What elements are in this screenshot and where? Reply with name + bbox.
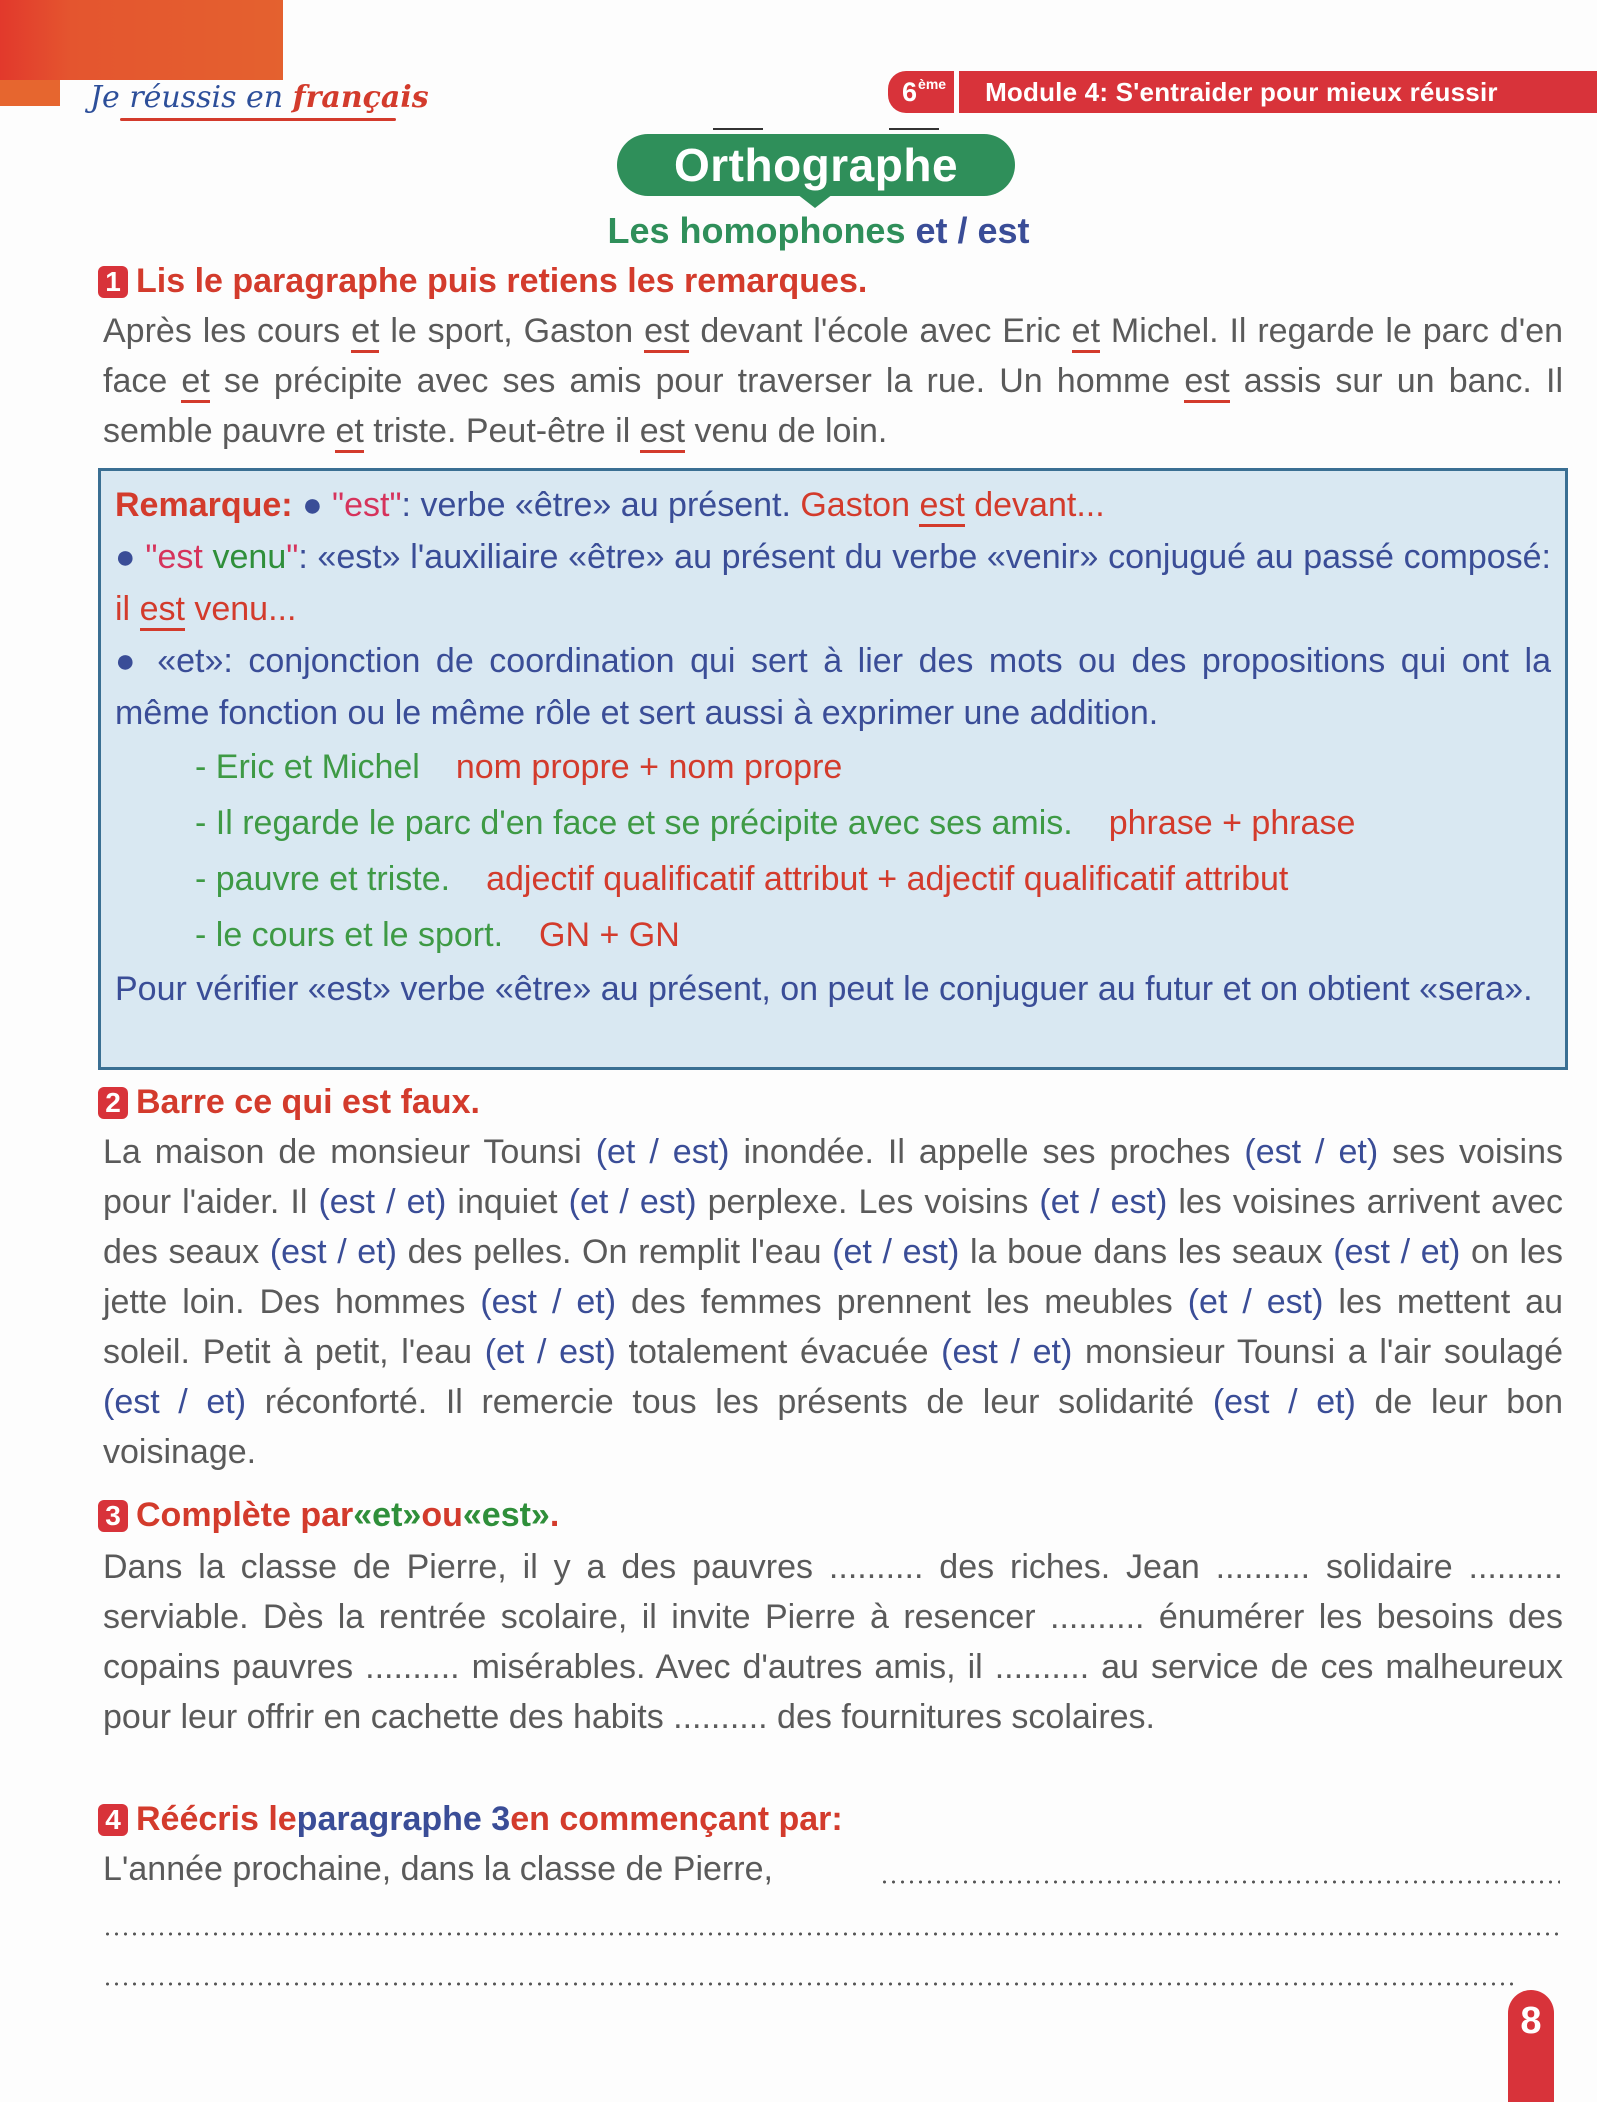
- example-text: - Eric et Michel: [195, 748, 420, 786]
- example-row: [115, 795, 1551, 851]
- book-brand: [90, 80, 429, 115]
- underlined-homophone: et: [335, 412, 363, 453]
- bullet2-quote-close: ": [286, 538, 299, 576]
- example-type: phrase + phrase: [1108, 804, 1356, 842]
- homophone-choice[interactable]: (est / et): [1212, 1383, 1356, 1421]
- bullet2-quote-open: "est: [145, 538, 213, 576]
- remark-verify-text: Pour vérifier «est» verbe «être» au présent, on peut le conjuguer au futur et on obtient «sera».: [115, 970, 1533, 1008]
- module-banner: [888, 71, 1597, 113]
- example-row: [115, 851, 1551, 907]
- section1-number-badge: 1: [98, 266, 128, 298]
- section3-heading-part1: Complète par: [136, 1496, 354, 1534]
- section4-number-badge: 4: [98, 1804, 128, 1836]
- bullet-icon: ●: [115, 538, 146, 576]
- text-run: Après les cours: [103, 312, 352, 350]
- section2-number-badge: 2: [98, 1087, 128, 1119]
- text-run: La maison de monsieur Tounsi: [103, 1133, 596, 1171]
- underlined-homophone: et: [181, 362, 209, 403]
- underlined-homophone: et: [1072, 312, 1100, 353]
- remark-bullet2: [115, 531, 1551, 635]
- bullet1-example-underlined: est: [919, 486, 964, 527]
- bullet2-text: : «est» l'auxiliaire «être» au présent du verbe «venir» conjugué au passé composé:: [298, 538, 1552, 576]
- bullet2-example-underlined: est: [140, 590, 185, 631]
- homophone-choice[interactable]: (est / et): [1333, 1233, 1461, 1271]
- section3-heading-part2: ou: [421, 1496, 463, 1534]
- homophone-choice[interactable]: (et / est): [484, 1333, 616, 1371]
- text-run: inquiet: [446, 1183, 569, 1221]
- text-run: perplexe. Les voisins: [696, 1183, 1040, 1221]
- example-type: adjectif qualificatif attribut + adjectif qualificatif attribut: [486, 860, 1289, 898]
- page-number: 8: [1508, 1990, 1554, 2102]
- section2-paragraph: [103, 1127, 1563, 1477]
- brand-part2: français: [292, 80, 429, 115]
- module-title: Module 4: S'entraider pour mieux réussir: [959, 71, 1597, 113]
- bullet2-quote-green: venu: [212, 538, 287, 576]
- text-run: réconforté. Il remercie tous les présents de leur solidarité: [246, 1383, 1213, 1421]
- decorative-line: [713, 128, 763, 130]
- subtitle-part2: et / est: [915, 210, 1030, 251]
- lesson-subtitle: [0, 210, 1597, 252]
- example-text: - le cours et le sport.: [195, 916, 504, 954]
- text-run: de leur bon voisinage.: [103, 1383, 1563, 1471]
- text-run: inondée. Il appelle ses proches: [729, 1133, 1245, 1171]
- section1-heading-text: Lis le paragraphe puis retiens les remarques.: [136, 262, 868, 300]
- bullet1-quote: "est": [332, 486, 402, 524]
- text-run: venu de loin.: [685, 412, 888, 450]
- section1-paragraph: [103, 306, 1563, 456]
- text-run: Michel. Il regarde le parc d'en face: [103, 312, 1564, 400]
- brand-underline: [120, 118, 396, 121]
- text-run: on les jette loin. Des hommes: [103, 1233, 1563, 1321]
- homophone-choice[interactable]: (est / et): [269, 1233, 397, 1271]
- grade-badge: [888, 71, 954, 113]
- answer-line[interactable]: [103, 1932, 1560, 1936]
- homophone-choice[interactable]: (est / et): [1244, 1133, 1379, 1171]
- text-run: triste. Peut-être il: [363, 412, 640, 450]
- example-type: GN + GN: [539, 916, 680, 954]
- bullet-icon: ●: [115, 642, 142, 680]
- section4-heading: [98, 1800, 843, 1839]
- text-run: la boue dans les seaux: [959, 1233, 1334, 1271]
- section3-heading: [98, 1496, 559, 1535]
- text-run: les mettent au soleil. Petit à petit, l'eau: [103, 1283, 1563, 1371]
- homophone-choice[interactable]: (et / est): [832, 1233, 960, 1271]
- section3-heading-et: «et»: [353, 1496, 422, 1534]
- decorative-line: [889, 128, 939, 130]
- example-row: [115, 739, 1551, 795]
- bullet1-text: : verbe «être» au présent.: [401, 486, 801, 524]
- corner-decoration-strip: [0, 80, 60, 106]
- page-title: Orthographe: [617, 134, 1015, 196]
- remark-bullet1: [115, 479, 1551, 531]
- section3-number-badge: 3: [98, 1500, 128, 1532]
- underlined-homophone: est: [644, 312, 689, 353]
- answer-line[interactable]: [880, 1880, 1560, 1884]
- homophone-choice[interactable]: (et / est): [595, 1133, 730, 1171]
- bullet1-example-post: devant...: [964, 486, 1105, 524]
- section4-start-text: L'année prochaine, dans la classe de Pierre,: [103, 1850, 773, 1888]
- text-run: des femmes prennent les meubles: [616, 1283, 1188, 1321]
- brand-part1: Je réussis en: [90, 80, 293, 115]
- section3-heading-part3: .: [549, 1496, 560, 1534]
- example-text: - Il regarde le parc d'en face et se précipite avec ses amis.: [195, 804, 1073, 842]
- text-run: se précipite avec ses amis pour traverser la rue. Un homme: [209, 362, 1185, 400]
- section2-heading-text: Barre ce qui est faux.: [136, 1083, 480, 1121]
- section3-paragraph[interactable]: Dans la classe de Pierre, il y a des pauvres .......... des riches. Jean .......... solidaire .......... serviable. Dès la rentrée scolaire, il invite Pierre à resencer .......... énumérer les besoins des copains pauvres .......... misérables. Avec d'autres amis, il .......... au service de ces malheureux pour leur offrir en cachette des habits .......... des fournitures scolaires.: [103, 1548, 1563, 1736]
- homophone-choice[interactable]: (est / et): [103, 1383, 247, 1421]
- text-run: assis sur un banc. Il semble pauvre: [103, 362, 1563, 450]
- example-text: - pauvre et triste.: [195, 860, 451, 898]
- underlined-homophone: est: [640, 412, 685, 453]
- remark-bullet3: [115, 635, 1551, 739]
- text-run: devant l'école avec Eric: [689, 312, 1072, 350]
- underlined-homophone: et: [351, 312, 379, 353]
- homophone-choice[interactable]: (et / est): [1039, 1183, 1168, 1221]
- underlined-homophone: est: [1184, 362, 1229, 403]
- section4-heading-blue: paragraphe 3: [296, 1800, 511, 1838]
- section4-heading-part1: Réécris le: [136, 1800, 297, 1838]
- bullet-icon: ●: [302, 486, 333, 524]
- section3-heading-est: «est»: [462, 1496, 550, 1534]
- section1-heading: [98, 262, 867, 301]
- example-row: [115, 907, 1551, 963]
- homophone-choice[interactable]: (et / est): [568, 1183, 697, 1221]
- bullet1-example-pre: Gaston: [800, 486, 920, 524]
- text-run: les voisines arrivent avec des seaux: [103, 1183, 1563, 1271]
- subtitle-part1: Les homophones: [607, 210, 916, 251]
- bullet2-example-post: venu...: [184, 590, 297, 628]
- text-run: totalement évacuée: [615, 1333, 942, 1371]
- homophone-choice[interactable]: (est / et): [318, 1183, 447, 1221]
- homophone-choice[interactable]: (est / et): [941, 1333, 1073, 1371]
- section4-heading-part2: en commençant par:: [510, 1800, 843, 1838]
- section2-heading: [98, 1083, 480, 1122]
- grade-suffix: ème: [918, 76, 947, 92]
- remark-box: [98, 468, 1568, 1070]
- answer-line[interactable]: [103, 1982, 1513, 1986]
- text-run: des pelles. On remplit l'eau: [396, 1233, 833, 1271]
- example-type: nom propre + nom propre: [455, 748, 843, 786]
- text-run: monsieur Tounsi a l'air soulagé: [1072, 1333, 1563, 1371]
- bullet2-example-pre: il: [115, 590, 140, 628]
- bullet3-text: «et»: conjonction de coordination qui sert à lier des mots ou des propositions qui ont la même fonction ou le même rôle et sert aussi à exprimer une addition.: [115, 642, 1551, 732]
- corner-decoration: [0, 0, 283, 80]
- remark-label: Remarque:: [115, 486, 293, 524]
- grade-number: 6: [902, 76, 918, 107]
- homophone-choice[interactable]: (et / est): [1187, 1283, 1324, 1321]
- text-run: le sport, Gaston: [379, 312, 645, 350]
- text-run: ses voisins pour l'aider. Il: [103, 1133, 1563, 1221]
- homophone-choice[interactable]: (est / et): [480, 1283, 617, 1321]
